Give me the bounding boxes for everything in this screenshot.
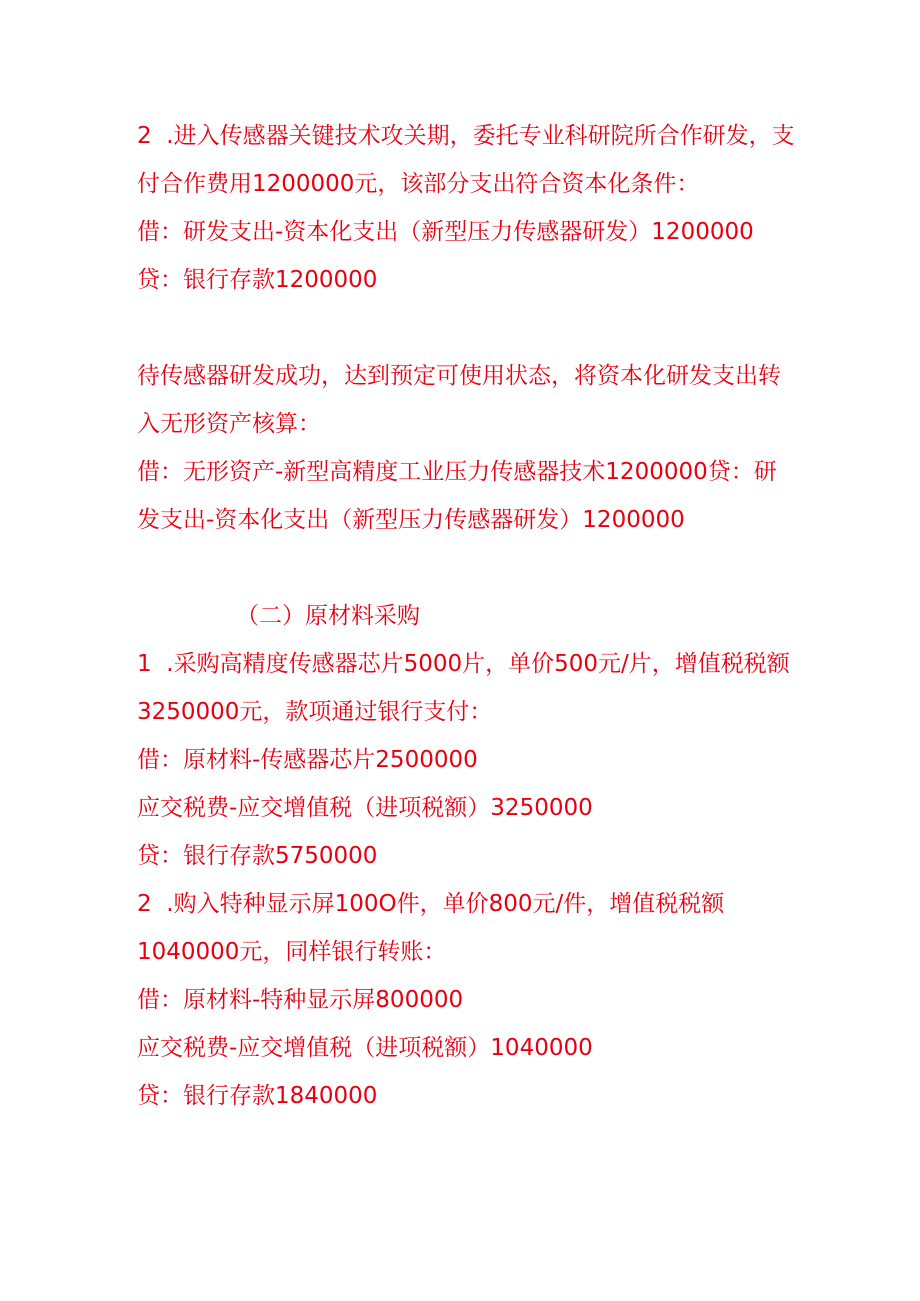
journal-entry-debit: 应交税费-应交增值税（进项税额）3250000 [137, 795, 593, 821]
paragraph-line: 1 .采购高精度传感器芯片5000片，单价500元/片，增值税税额 [137, 651, 790, 677]
journal-entry-debit: 借：原材料-传感器芯片2500000 [137, 747, 478, 773]
journal-entry-credit: 贷：银行存款1200000 [137, 267, 378, 293]
paragraph-line: 3250000元，款项通过银行支付： [137, 699, 493, 725]
paragraph-line: 1040000元，同样银行转账： [137, 939, 447, 965]
paragraph-line: 付合作费用1200000元，该部分支出符合资本化条件： [137, 171, 700, 197]
paragraph-line: 入无形资产核算： [137, 411, 321, 437]
journal-entry-debit: 借：研发支出-资本化支出（新型压力传感器研发）1200000 [137, 219, 754, 245]
journal-entry-debit: 借：无形资产-新型高精度工业压力传感器技术1200000贷：研 [137, 459, 777, 485]
journal-entry-credit: 贷：银行存款1840000 [137, 1083, 378, 1109]
journal-entry-debit: 借：原材料-特种显示屏800000 [137, 987, 464, 1013]
journal-entry-credit: 贷：银行存款5750000 [137, 843, 378, 869]
journal-entry-credit: 发支出-资本化支出（新型压力传感器研发）1200000 [137, 507, 685, 533]
paragraph-line: 2 .进入传感器关键技术攻关期，委托专业科研院所合作研发，支 [137, 123, 795, 149]
paragraph-line: 2 .购入特种显示屏100O件，单价800元/件，增值税税额 [137, 891, 725, 917]
paragraph-line: 待传感器研发成功，达到预定可使用状态，将资本化研发支出转 [137, 363, 781, 389]
journal-entry-debit: 应交税费-应交增值税（进项税额）1040000 [137, 1035, 593, 1061]
section-heading: （二）原材料采购 [236, 603, 420, 629]
